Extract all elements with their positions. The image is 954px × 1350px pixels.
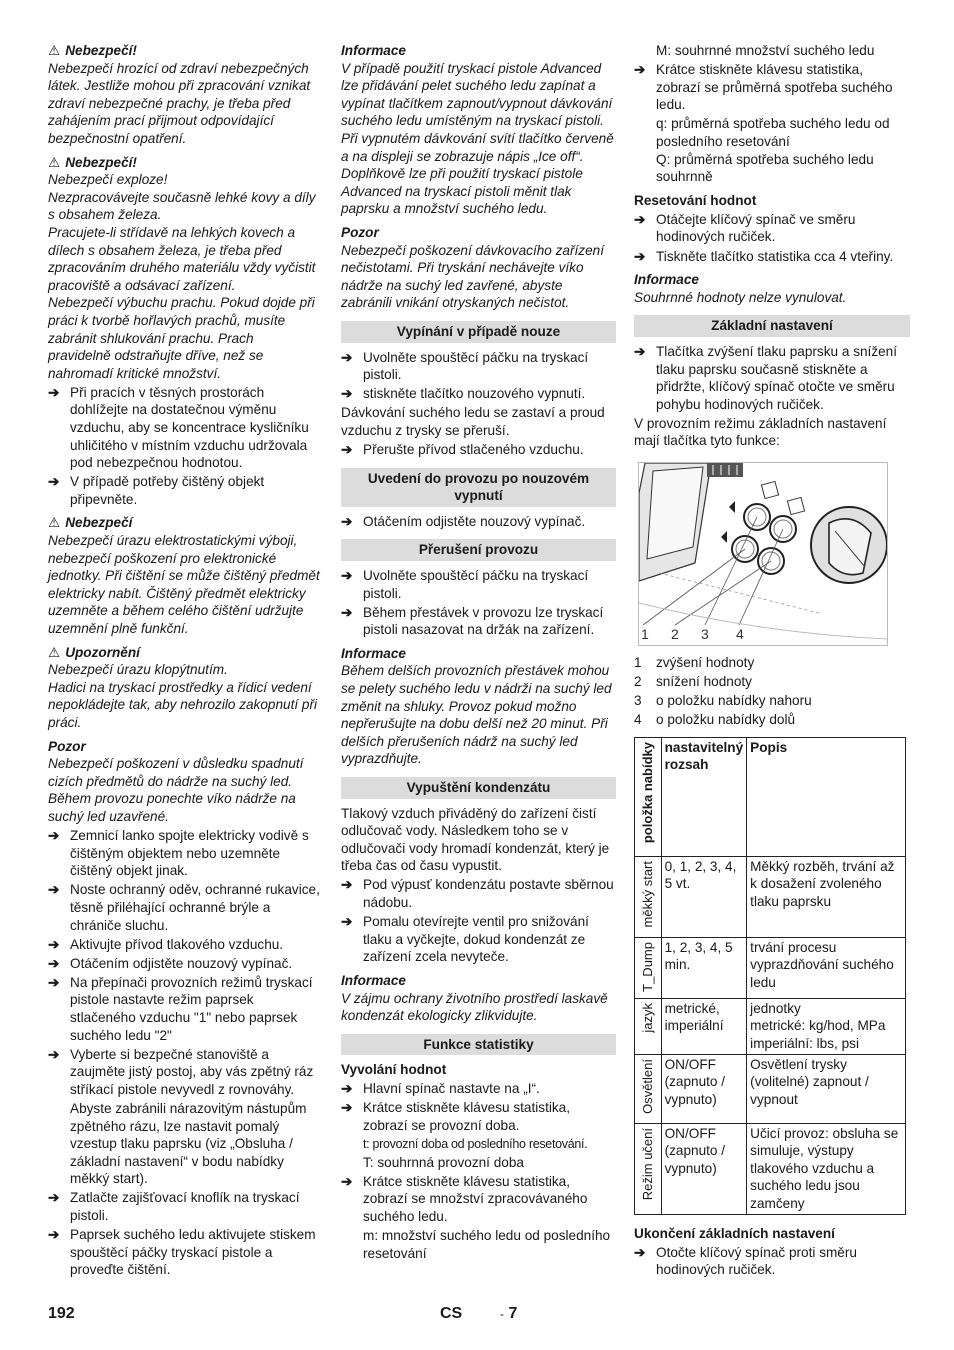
- warning-text: Pracujete-li střídavě na lehkých kovech a dílech s obsahem železa, je třeba před zpracováním druhého materiálu vždy vyčistit pracoviště a odsávací zařízení.: [48, 224, 316, 293]
- list-item: ➔ V případě potřeby čištěný objekt připevněte.: [48, 474, 265, 507]
- table-cell: trvání procesu vyprazdňování suchého ledu: [747, 937, 906, 998]
- arrow-icon: ➔: [341, 441, 353, 457]
- subheading: Resetování hodnot: [634, 192, 757, 208]
- arrow-icon: ➔: [48, 828, 60, 844]
- list-item: ➔ Aktivujte přívod tlakového vzduchu.: [48, 936, 284, 952]
- section-heading-statistics: Funkce statistiky: [341, 1034, 616, 1056]
- arrow-icon: ➔: [48, 384, 60, 400]
- table-cell: Režim učení: [635, 1123, 662, 1214]
- table-row: [635, 937, 906, 998]
- arrow-icon: ➔: [341, 349, 353, 365]
- arrow-icon: ➔: [48, 1190, 60, 1206]
- list-item-note: t: provozní doba od posledního resetování.: [363, 1137, 588, 1152]
- list-item-note: Q: průměrná spotřeba suchého ledu souhrnně: [656, 151, 874, 185]
- warning-triangle-icon: ⚠: [48, 43, 61, 58]
- list-item: ➔ Uvolněte spouštěcí páčku na tryskací pistoli.: [341, 567, 589, 601]
- list-item: ➔ Na přepínači provozních režimů tryskací pistole nastavte režim paprsek stlačeného vzduchu "1" nebo paprsek suchého ledu "2": [48, 974, 313, 1043]
- list-item: ➔ Krátce stiskněte klávesu statistika, zobrazí se průměrná spotřeba suchého ledu.: [634, 62, 893, 113]
- section-heading-restart: Uvedení do provozu po nouzovém vypnutí: [341, 468, 616, 507]
- arrow-icon: ➔: [341, 1100, 353, 1116]
- caution-heading: Pozor: [341, 224, 379, 240]
- list-item: ➔ Přerušte přívod stlačeného vzduchu.: [341, 441, 584, 457]
- legend-item: 1 zvýšení hodnoty: [634, 654, 755, 670]
- arrow-icon: ➔: [48, 1046, 60, 1062]
- arrow-icon: ➔: [634, 211, 646, 227]
- info-text: V případě použití tryskací pistole Advanced lze přidávání pelet suchého ledu zapínat a vypínat tlačítkem zapnout/vypnout dávkování suchého ledu umístěným na tryskací pistoli. Při vypnutém dávkování svítí tlačítko červeně a na displeji se zobrazuje nápis „Ice off“.: [341, 60, 614, 164]
- figure-label-4: 4: [736, 625, 744, 642]
- arrow-icon: ➔: [341, 567, 353, 583]
- arrow-icon: ➔: [634, 343, 646, 359]
- list-item-note: m: množství suchého ledu od posledního resetování: [363, 1228, 611, 1261]
- arrow-icon: ➔: [341, 513, 353, 529]
- list-item: ➔ Krátce stiskněte klávesu statistika, zobrazí se množství zpracovávaného suchého ledu.: [341, 1173, 588, 1225]
- table-row: [635, 998, 906, 1054]
- list-item: ➔ Otáčejte klíčový spínač ve směru hodinových ručiček.: [634, 211, 856, 245]
- list-item-note: T: souhrnná provozní doba: [363, 1154, 524, 1170]
- control-panel-figure: [638, 462, 888, 646]
- arrow-icon: ➔: [341, 604, 353, 620]
- table-header-cell: Popis: [747, 737, 906, 856]
- list-item: ➔ stiskněte tlačítko nouzového vypnutí.: [341, 386, 586, 402]
- info-text: Souhrnné hodnoty nelze vynulovat.: [634, 289, 847, 305]
- legend-item: 3 o položku nabídky nahoru: [634, 693, 812, 709]
- warning-text: Nebezpečí úrazu elektrostatickými výboji, nebezpečí poškození pro elektronické jednotky. Při čištění se může čištěný předmět elektricky nabít. Čištěný předmět elektricky uzemněte a během celého čištění udržujte uzemnění plně funkční.: [48, 533, 320, 636]
- arrow-icon: ➔: [48, 974, 60, 990]
- arrow-icon: ➔: [341, 914, 353, 930]
- info-heading: Informace: [634, 272, 699, 288]
- list-item: ➔ Uvolněte spouštěcí páčku na tryskací pistoli.: [341, 349, 589, 383]
- warning-triangle-icon: ⚠: [48, 154, 61, 170]
- subheading: Ukončení základních nastavení: [634, 1225, 835, 1241]
- table-cell: T_Dump: [635, 937, 662, 998]
- warning-triangle-icon: ⚠: [48, 515, 61, 531]
- legend-item: 2 snížení hodnoty: [634, 674, 752, 690]
- list-item: ➔ Paprsek suchého ledu aktivujete stiskem spouštěcí páčky tryskací pistole a proveďte čištění.: [48, 1227, 316, 1278]
- legend-item: 4 o položku nabídky dolů: [634, 712, 796, 728]
- arrow-icon: ➔: [48, 882, 60, 898]
- column-left: [48, 38, 320, 1280]
- table-cell: ON/OFF (zapnuto / vypnuto): [661, 1123, 747, 1214]
- column-right: [634, 38, 910, 1280]
- table-row: [635, 1054, 906, 1123]
- warning-triangle-icon: ⚠: [48, 644, 61, 660]
- section-heading-basic-settings: Základní nastavení: [634, 315, 910, 337]
- subheading: Vyvolání hodnot: [341, 1062, 447, 1078]
- section-page-number: - 7: [500, 1305, 518, 1322]
- table-row: [635, 856, 906, 937]
- warning-text: Nebezpečí výbuchu prachu. Pokud dojde při práci k tvorbě hořlavých prachů, musíte zabránit shlukování prachu. Prach pravidelně odstraňujte dříve, než se nahromadí kritické množství.: [48, 295, 315, 381]
- caution-heading: Pozor: [48, 738, 86, 754]
- figure-legend: [634, 654, 910, 729]
- table-header-cell: položka nabídky: [635, 737, 662, 856]
- list-item: ➔ Pod výpusť kondenzátu postavte sběrnou nádobu.: [341, 877, 614, 911]
- info-heading: Informace: [341, 645, 406, 661]
- table-cell: jazyk: [635, 998, 662, 1054]
- list-item: ➔ Otočte klíčový spínač proti směru hodinových ručiček.: [634, 1244, 857, 1278]
- body-text: V provozním režimu základních nastavení mají tlačítka tyto funkce:: [634, 415, 887, 449]
- notice-text: Nebezpečí úrazu klopýtnutím.: [48, 662, 228, 678]
- list-item: ➔ Tiskněte tlačítko statistika cca 4 vteřiny.: [634, 248, 894, 264]
- info-heading: Informace: [341, 43, 406, 58]
- list-item: ➔ Otáčením odjistěte nouzový vypínač.: [341, 513, 586, 529]
- info-text: Doplňkově lze při použití tryskací pistole Advanced na tryskací pistoli měnit tlak paprsku a množství suchého ledu.: [341, 166, 583, 217]
- figure-label-3: 3: [701, 625, 709, 642]
- info-text: V zájmu ochrany životního prostředí laskavě kondenzát ekologicky zlikvidujte.: [341, 990, 608, 1024]
- list-item: ➔ Krátce stiskněte klávesu statistika, zobrazí se provozní doba.: [341, 1100, 571, 1134]
- table-header-cell: nastavitelný rozsah: [661, 737, 747, 856]
- table-cell: jednotky metrické: kg/hod, MPa imperiální: lbs, psi: [747, 998, 906, 1054]
- warning-text: Nezpracovávejte současně lehké kovy a díly s obsahem železa.: [48, 189, 316, 223]
- info-text: Během delších provozních přestávek mohou se pelety suchého ledu v nádrži na suchý led změnit na shluky. Provoz pokud možno nepřerušujte na dobu delší než 20 minut. Při delších přerušeních nádrž na suchý led vyprazdňujte.: [341, 663, 612, 767]
- list-item: ➔ Tlačítka zvýšení tlaku paprsku a snížení tlaku paprsku současně stiskněte a přidržte, klíčový spínač otočte ve směru pohybu hodinových ručiček.: [634, 343, 898, 412]
- figure-label-2: 2: [671, 625, 679, 642]
- table-cell: Učicí provoz: obsluha se simuluje, výstupy tlakového vzduchu a suchého ledu jsou zamčeny: [747, 1123, 906, 1214]
- page-number: 192: [48, 1305, 75, 1322]
- warning-text: Nebezpečí exploze!: [48, 172, 168, 188]
- list-item-note: M: souhrnné množství suchého ledu: [656, 43, 875, 58]
- caution-text: Nebezpečí poškození dávkovacího zařízení nečistotami. Při tryskání nechávejte víko nádrže na suchý led zavřené, abyste zabránili vnikání otryskaných nečistot.: [341, 242, 604, 311]
- language-code: CS: [440, 1305, 463, 1322]
- arrow-icon: ➔: [48, 955, 60, 971]
- list-item: ➔ Hlavní spínač nastavte na „I“.: [341, 1081, 540, 1097]
- section-heading-interruption: Přerušení provozu: [341, 539, 616, 561]
- list-item: ➔ Vyberte si bezpečné stanoviště a zaujměte jistý postoj, aby vás zpětný ráz stříkací pistole nevyvedl z rovnováhy.: [48, 1046, 314, 1097]
- notice-heading: ⚠ Upozornění: [48, 644, 140, 660]
- list-item: ➔ Zemnicí lanko spojte elektricky vodivě s čištěným objektem nebo uzemněte čištěný objekt jinak.: [48, 828, 309, 879]
- notice-text: Hadici na tryskací prostředky a řídicí vedení nepokládejte tak, aby nehrozilo zakopnutí při práci.: [48, 679, 318, 730]
- control-panel-illustration: [639, 463, 887, 645]
- settings-table: [634, 737, 906, 1215]
- warning-heading: ⚠ Nebezpečí!: [48, 154, 137, 170]
- column-middle: [341, 38, 616, 1262]
- list-item: ➔ Noste ochranný oděv, ochranné rukavice, těsně přiléhající ochranné brýle a chrániče sluchu.: [48, 882, 320, 933]
- warning-heading: ⚠ Nebezpečí!: [48, 43, 137, 58]
- arrow-icon: ➔: [341, 386, 353, 402]
- arrow-icon: ➔: [634, 1244, 646, 1260]
- arrow-icon: ➔: [341, 1081, 353, 1097]
- arrow-icon: ➔: [48, 1227, 60, 1243]
- warning-text: Nebezpečí hrozící od zdraví nebezpečných látek. Jestliže mohou při zpracování vznikat zdraví nebezpečné prachy, je třeba před zahájením prací přijmout odpovídající bezpečnostní opatření.: [48, 60, 311, 146]
- info-heading: Informace: [341, 972, 406, 988]
- arrow-icon: ➔: [634, 248, 646, 264]
- body-text: Dávkování suchého ledu se zastaví a proud vzduchu z trysky se přeruší.: [341, 405, 605, 438]
- caution-text: Nebezpečí poškození v důsledku spadnutí cizích předmětů do nádrže na suchý led. Během provozu ponechte víko nádrže na suchý led uzavřené.: [48, 756, 304, 824]
- arrow-icon: ➔: [48, 474, 60, 490]
- list-item: ➔ Během přestávek v provozu lze tryskací pistoli nasazovat na držák na zařízení.: [341, 604, 604, 638]
- table-cell: Osvětlení: [635, 1054, 662, 1123]
- arrow-icon: ➔: [341, 1173, 353, 1189]
- table-cell: 1, 2, 3, 4, 5 min.: [661, 937, 747, 998]
- list-item: ➔ Zatlačte zajišťovací knoflík na tryskací pistoli.: [48, 1190, 300, 1223]
- table-cell: měkký start: [635, 856, 662, 937]
- table-cell: metrické, imperiální: [661, 998, 747, 1054]
- arrow-icon: ➔: [341, 877, 353, 893]
- table-header-row: [635, 737, 906, 856]
- arrow-icon: ➔: [634, 62, 646, 78]
- list-item: ➔ Při pracích v těsných prostorách dohlížejte na dostatečnou výměnu vzduchu, aby se koncentrace kysličníku uhličitého v místním vzduchu udržovala pod nebezpečnou hodnotou.: [48, 384, 309, 471]
- body-text: Tlakový vzduch přiváděný do zařízení čistí odlučovač vody. Následkem toho se v odlučovači vody hromadí kondenzát, který je třeba čas od času vypustit.: [341, 805, 610, 874]
- table-row: [635, 1123, 906, 1214]
- section-heading-emergency-stop: Vypínání v případě nouze: [341, 321, 616, 343]
- figure-label-1: 1: [641, 625, 649, 642]
- warning-heading: ⚠ Nebezpečí: [48, 515, 133, 531]
- list-item: ➔ Pomalu otevírejte ventil pro snižování tlaku a vyčkejte, dokud kondenzát ze zařízení zcela nevyteče.: [341, 914, 589, 965]
- list-item-note: q: průměrná spotřeba suchého ledu od posledního resetování: [656, 116, 890, 149]
- section-heading-condensate: Vypuštění kondenzátu: [341, 777, 616, 799]
- table-cell: Osvětlení trysky (volitelné) zapnout / vypnout: [747, 1054, 906, 1123]
- arrow-icon: ➔: [48, 936, 60, 952]
- table-cell: Měkký rozběh, trvání až k dosažení zvoleného tlaku paprsku: [747, 856, 906, 937]
- list-item-note: Abyste zabránili nárazovitým nástupům zpětného rázu, lze nastavit pomalý vzestup tlaku paprsku (viz „Obsluha / základní nastavení“ v bodu nabídky měkký start).: [70, 1100, 307, 1187]
- table-cell: 0, 1, 2, 3, 4, 5 vt.: [661, 856, 747, 937]
- list-item: ➔ Otáčením odjistěte nouzový vypínač.: [48, 955, 293, 971]
- table-cell: ON/OFF (zapnuto / vypnuto): [661, 1054, 747, 1123]
